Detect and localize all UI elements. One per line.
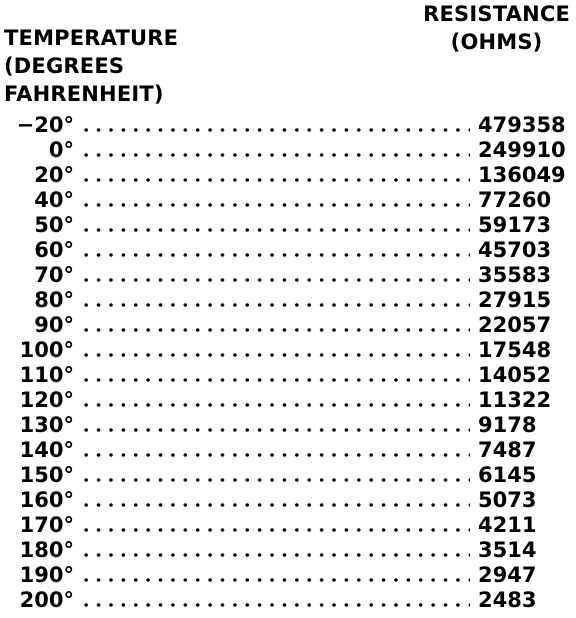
dot-leader — [80, 478, 470, 482]
table-row — [0, 563, 576, 588]
table-row — [0, 363, 576, 388]
resistance-cell: 3514 — [478, 538, 537, 562]
dot-leader — [80, 428, 470, 432]
table-row — [0, 288, 576, 313]
table-row — [0, 113, 576, 138]
table-row — [0, 538, 576, 563]
dot-leader — [80, 578, 470, 582]
table-row — [0, 163, 576, 188]
dot-leader — [80, 278, 470, 282]
resistance-cell: 4211 — [478, 513, 537, 537]
resistance-cell: 249910 — [478, 138, 566, 162]
temperature-cell: 60° — [34, 238, 74, 262]
dot-leader — [80, 228, 470, 232]
resistance-cell: 22057 — [478, 313, 552, 337]
table-row — [0, 263, 576, 288]
table-row — [0, 488, 576, 513]
resistance-cell: 2947 — [478, 563, 537, 587]
table-row — [0, 463, 576, 488]
resistance-cell: 45703 — [478, 238, 552, 262]
temperature-header-line-1: TEMPERATURE — [4, 26, 179, 50]
temperature-cell: 40° — [34, 188, 74, 212]
dot-leader — [80, 503, 470, 507]
temperature-cell: 0° — [48, 138, 74, 162]
dot-leader — [80, 403, 470, 407]
dot-leader — [80, 153, 470, 157]
table-row — [0, 313, 576, 338]
resistance-cell: 11322 — [478, 388, 552, 412]
temperature-cell: 200° — [19, 588, 74, 612]
table-row — [0, 338, 576, 363]
temperature-cell: 190° — [19, 563, 74, 587]
dot-leader — [80, 528, 470, 532]
temperature-cell: 110° — [19, 363, 74, 387]
table-row — [0, 238, 576, 263]
resistance-cell: 2483 — [478, 588, 537, 612]
temperature-cell: 50° — [34, 213, 74, 237]
temperature-header-line-3: FAHRENHEIT) — [4, 82, 164, 106]
dot-leader — [80, 128, 470, 132]
temperature-cell: 180° — [19, 538, 74, 562]
temperature-cell: 100° — [19, 338, 74, 362]
resistance-cell: 9178 — [478, 413, 537, 437]
dot-leader — [80, 253, 470, 257]
table-row — [0, 388, 576, 413]
temperature-cell: 80° — [34, 288, 74, 312]
resistance-cell: 479358 — [478, 113, 566, 137]
dot-leader — [80, 328, 470, 332]
temperature-cell: 70° — [34, 263, 74, 287]
temperature-cell: 90° — [34, 313, 74, 337]
resistance-cell: 17548 — [478, 338, 552, 362]
dot-leader — [80, 378, 470, 382]
table-row — [0, 188, 576, 213]
dot-leader — [80, 453, 470, 457]
temperature-cell: 160° — [19, 488, 74, 512]
dot-leader — [80, 203, 470, 207]
resistance-cell: 5073 — [478, 488, 537, 512]
dot-leader — [80, 353, 470, 357]
temperature-cell: 20° — [34, 163, 74, 187]
temperature-cell: 130° — [19, 413, 74, 437]
resistance-header-line-1: RESISTANCE — [423, 2, 570, 26]
table-row — [0, 513, 576, 538]
temperature-cell: 150° — [19, 463, 74, 487]
resistance-cell: 35583 — [478, 263, 552, 287]
dot-leader — [80, 178, 470, 182]
resistance-cell: 6145 — [478, 463, 537, 487]
resistance-cell: 14052 — [478, 363, 552, 387]
table-row — [0, 588, 576, 613]
resistance-cell: 136049 — [478, 163, 566, 187]
temperature-cell: −20° — [16, 113, 74, 137]
temperature-cell: 170° — [19, 513, 74, 537]
temperature-cell: 120° — [19, 388, 74, 412]
temperature-column-header — [4, 24, 178, 108]
dot-leader — [80, 603, 470, 607]
temperature-resistance-table — [0, 113, 576, 613]
resistance-header-line-2: (OHMS) — [450, 30, 543, 54]
resistance-cell: 7487 — [478, 438, 537, 462]
table-row — [0, 438, 576, 463]
resistance-cell: 27915 — [478, 288, 552, 312]
resistance-cell: 59173 — [478, 213, 552, 237]
dot-leader — [80, 553, 470, 557]
dot-leader — [80, 303, 470, 307]
resistance-column-header — [423, 0, 570, 56]
table-row — [0, 413, 576, 438]
temperature-cell: 140° — [19, 438, 74, 462]
resistance-cell: 77260 — [478, 188, 552, 212]
temperature-header-line-2: (DEGREES — [4, 54, 125, 78]
table-row — [0, 213, 576, 238]
table-row — [0, 138, 576, 163]
